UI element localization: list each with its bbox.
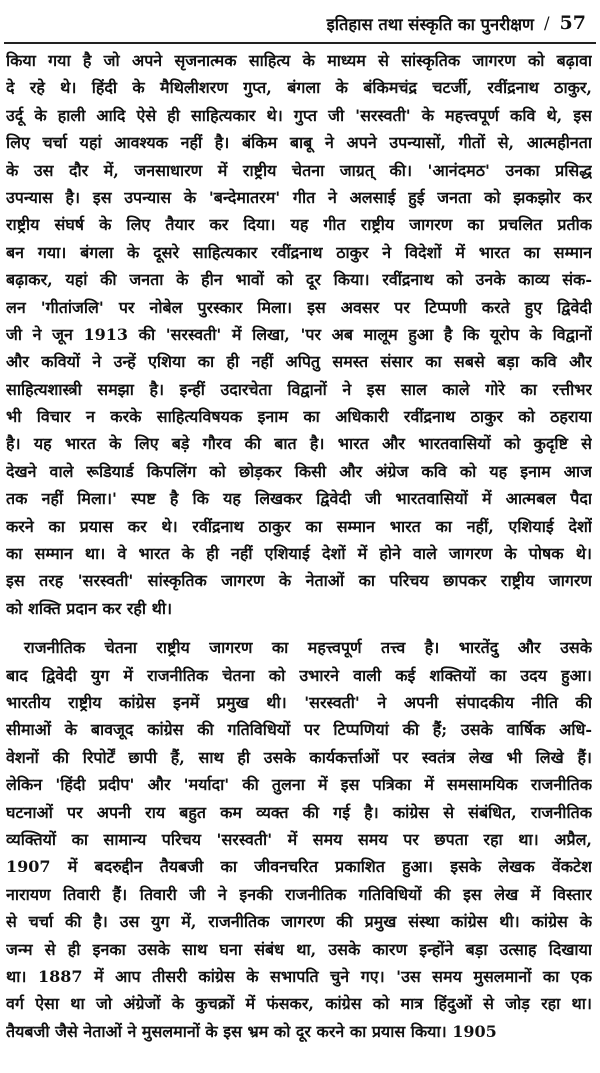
text-line: सीमाओं के बावजूद कांग्रेस की गतिविधियों पर टिप्पणियां की हैं; उसके वार्षिक अधि- [6,720,592,740]
text-line: 1907 में बदरुद्दीन तैयबजी का जीवनचरित प्रकाशित हुआ। इसके लेखक वेंकटेश [6,857,592,877]
text-line: है। यह भारत के लिए बड़े गौरव की बात है। भारत और भारतवासियों को कुदृष्टि से [6,434,592,454]
text-line: और कवियों ने उन्हें एशिया का ही नहीं अपितु समस्त संसार का सबसे बड़ा कवि और [6,352,592,372]
text-line: उपन्यास है। इस उपन्यास के 'बन्देमातरम' गीत ने अलसाई हुई जनता को झकझोर कर [6,187,592,207]
header-rule [4,42,596,44]
header-separator: / [543,13,550,33]
text-line: बाद द्विवेदी युग में राजनीतिक चेतना को उभारने वाली कई शक्तियों का उदय हुआ। [6,665,592,685]
text-line: करने का प्रयास कर थे। रवींद्रनाथ ठाकुर का सम्मान भारत का नहीं, एशियाई देशों [6,516,592,536]
paragraph [6,634,592,1045]
text-line: जन्म से ही इनका उसके साथ घना संबंध था, उसके कारण इन्होंने बड़ा उत्साह दिखाया [6,939,592,959]
text-line: का सम्मान था। वे भारत के ही नहीं एशियाई देशों में होने वाले जागरण के पोषक थे। [6,544,592,564]
text-line: राष्ट्रीय संघर्ष के लिए तैयार कर दिया। यह गीत राष्ट्रीय जागरण का प्रचलित प्रतीक [6,215,592,235]
text-line: वर्ग ऐसा था जो अंग्रेजों के कुचक्रों में फंसकर, कांग्रेस को मात्र हिंदुओं से जोड़ रहा था। [6,994,592,1014]
text-line: उर्दू के हाली आदि ऐसे ही साहित्यकार थे। गुप्त जी 'सरस्वती' के महत्त्वपूर्ण कवि थे, इस [6,105,592,125]
text-line: नारायण तिवारी हैं। तिवारी जी ने इनकी राजनीतिक गतिविधियों की इस लेख में विस्तार [6,884,592,904]
text-line: साहित्यशास्त्री समझा है। इन्हीं उदारचेता विद्वानों ने इस साल काले गोरे का रत्तीभर [6,379,592,399]
paragraph [6,47,592,622]
running-title: इतिहास तथा संस्कृति का पुनरीक्षण [326,14,534,34]
text-line: भी विचार न करके साहित्यविषयक इनाम का अधिकारी रवींद्रनाथ ठाकुर को ठहराया [6,407,592,427]
text-line: बन गया। बंगला के दूसरे साहित्यकार रवींद्रनाथ ठाकुर ने विदेशों में भारत का सम्मान [6,242,592,262]
text-line: को शक्ति प्रदान कर रही थी। [6,598,173,618]
text-line: देखने वाले रूडियार्ड किपलिंग को छोड़कर किसी और अंग्रेज कवि को यह इनाम आज [6,461,592,481]
text-line: लिए चर्चा यहां आवश्यक नहीं है। बंकिम बाबू ने अपने उपन्यासों, गीतों से, आत्महीनता [6,133,592,153]
text-line: से चर्चा की है। उस युग में, राजनीतिक जागरण की प्रमुख संस्था कांग्रेस थी। कांग्रेस के [6,912,592,932]
text-line: किया गया है जो अपने सृजनात्मक साहित्य के माध्यम से सांस्कृतिक जागरण को बढ़ावा [6,51,592,70]
text-line: था। 1887 में आप तीसरी कांग्रेस के सभापति चुने गए। 'उस समय मुसलमानों का एक [6,966,592,986]
text-line: के उस दौर में, जनसाधारण में राष्ट्रीय चेतना जाग्रत् की। 'आनंदमठ' उनका प्रसिद्ध [6,160,592,180]
text-line: इस तरह 'सरस्वती' सांस्कृतिक जागरण के नेताओं का परिचय छापकर राष्ट्रीय जागरण [6,571,592,591]
text-line: तक नहीं मिला।' स्पष्ट है कि यह लिखकर द्विवेदी जी भारतवासियों में आत्मबल पैदा [6,489,592,509]
text-line: राजनीतिक चेतना राष्ट्रीय जागरण का महत्त्वपूर्ण तत्त्व है। भारतेंदु और उसके [24,638,592,658]
text-line: घटनाओं पर अपनी राय बहुत कम व्यक्त की गई है। कांग्रेस से संबंधित, राजनीतिक [6,802,592,822]
page-body [6,47,592,1045]
text-line: व्यक्तियों का सामान्य परिचय 'सरस्वती' में समय समय पर छपता रहा था। अप्रैल, [6,829,592,849]
running-header [14,6,586,40]
text-line: लन 'गीतांजलि' पर नोबेल पुरस्कार मिला। इस अवसर पर टिप्पणी करते हुए द्विवेदी [6,297,592,317]
text-line: बढ़ाकर, यहां की जनता के हीन भावों को दूर किया। रवींद्रनाथ को उनके काव्य संक- [6,270,592,290]
text-line: भारतीय राष्ट्रीय कांग्रेस इनमें प्रमुख थी। 'सरस्वती' ने अपनी संपादकीय नीति की [6,692,592,712]
text-line: दे रहे थे। हिंदी के मैथिलीशरण गुप्त, बंगला के बंकिमचंद्र चटर्जी, रवींद्रनाथ ठाकुर, [6,78,592,98]
text-line: वेशनों की रिपोर्टें छापी हैं, साथ ही उसके कार्यकर्त्ताओं पर स्वतंत्र लेख भी लिखे हैं। [6,747,592,767]
page-number: 57 [559,12,586,34]
text-line: लेकिन 'हिंदी प्रदीप' और 'मर्यादा' की तुलना में इस पत्रिका में समसामयिक राजनीतिक [6,775,592,795]
text-line: तैयबजी जैसे नेताओं ने मुसलमानों के इस भ्रम को दूर करने का प्रयास किया। 1905 [6,1021,497,1041]
text-line: जी ने जून 1913 की 'सरस्वती' में लिखा, 'पर अब मालूम हुआ है कि यूरोप के विद्वानों [6,324,592,344]
